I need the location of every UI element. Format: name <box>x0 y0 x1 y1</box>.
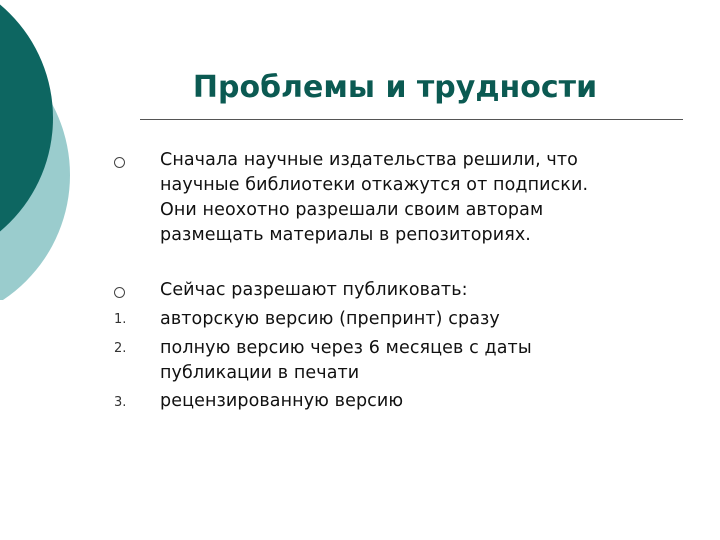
list-number: 2. <box>114 341 127 356</box>
numbered-item-2 <box>160 336 680 386</box>
numbered-item-3 <box>160 389 680 414</box>
bullet1-line-4: размещать материалы в репозиториях. <box>160 225 531 245</box>
numbered-item-1-line-1: авторскую версию (препринт) сразу <box>160 309 500 329</box>
list-number: 3. <box>114 395 127 410</box>
bullet1-line-2: научные библиотеки откажутся от подписки. <box>160 175 589 195</box>
bullet-paragraph-2 <box>160 278 680 303</box>
slide-title: Проблемы и трудности <box>192 70 598 105</box>
numbered-item-2-line-1: полную версию через 6 месяцев с даты <box>160 338 532 358</box>
bullet-paragraph-1 <box>160 148 680 248</box>
hollow-circle-bullet-icon <box>114 287 125 298</box>
numbered-item-2-line-2: публикации в печати <box>160 363 360 383</box>
bullet1-line-3: Они неохотно разрешали своим авторам <box>160 200 544 220</box>
numbered-item-3-line-1: рецензированную версию <box>160 391 404 411</box>
list-number: 1. <box>114 312 127 327</box>
decorative-teal-circles <box>0 0 90 300</box>
hollow-circle-bullet-icon <box>114 157 125 168</box>
bullet1-line-1: Сначала научные издательства решили, что <box>160 150 578 170</box>
title-divider <box>140 119 683 120</box>
numbered-item-1 <box>160 307 680 332</box>
bullet2-text: Сейчас разрешают публиковать: <box>160 280 468 300</box>
